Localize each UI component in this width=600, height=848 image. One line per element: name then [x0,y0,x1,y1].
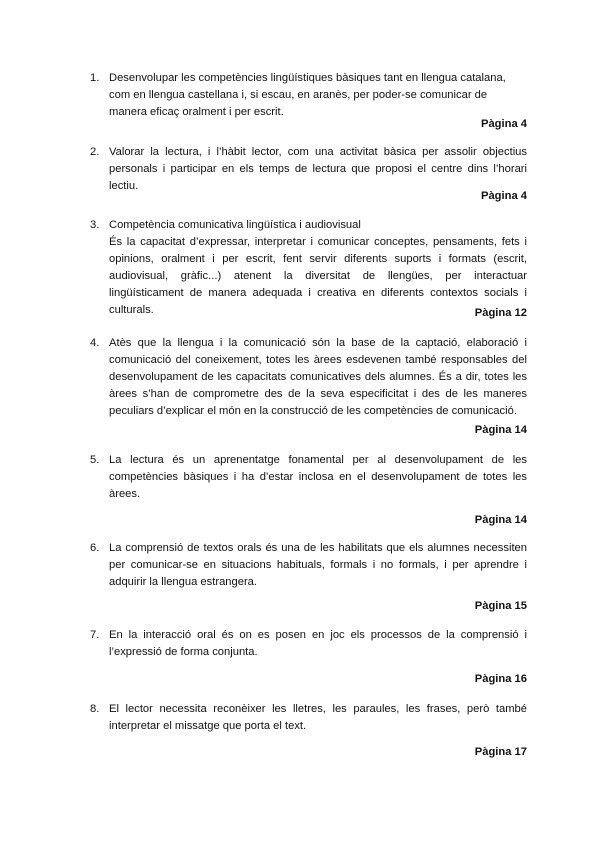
page-reference-3: Pàgina 12 [474,307,527,319]
item-number: 5. [90,454,100,466]
list-item-8 [90,701,527,735]
page-reference-1: Pàgina 4 [480,118,527,130]
item-number: 2. [90,146,100,158]
item-number: 6. [90,542,100,554]
item-number: 7. [90,629,100,641]
list-item-4 [90,335,527,420]
page-reference-7: Pàgina 16 [474,673,527,685]
item-text: En la interacció oral és on es posen en joc els processos de la comprensió i l’expressió de forma conjunta. [109,629,527,658]
item-text: Valorar la lectura, i l’hàbit lector, com una activitat bàsica per assolir objectius personals i participar en els temps de lectura que proposi el centre dins l’horari lectiu. [109,146,527,192]
item-text: La comprensió de textos orals és una de les habilitats que els alumnes necessiten per comunicar-se en situacions habituals, formals i no formals, i per aprendre i adquirir la llengua estrangera. [109,542,527,588]
item-number: 3. [90,219,100,231]
list-item-5 [90,452,527,503]
page-reference-8: Pàgina 17 [474,746,527,758]
list-item-7 [90,627,527,661]
item-text: El lector necessita reconèixer les lletres, les paraules, les frases, però també interpretar el missatge que porta el text. [109,703,527,732]
item-text: La lectura és un aprenentatge fonamental per al desenvolupament de les competències bàsiques i ha d’estar inclosa en el desenvolupament de totes les àrees. [109,454,527,500]
item-heading: Competència comunicativa lingüística i audiovisual [109,219,361,231]
item-text: Desenvolupar les competències lingüístiques bàsiques tant en llengua catalana, com en llengua castellana i, si escau, en aranès, per poder-se comunicar de manera eficaç oralment i per escrit. [109,72,506,118]
page-reference-6: Pàgina 15 [474,600,527,612]
item-number: 1. [90,72,100,84]
page-reference-5: Pàgina 14 [474,514,527,526]
page-reference-4: Pàgina 14 [474,424,527,436]
item-number: 8. [90,703,100,715]
list-item-1 [90,70,527,121]
list-item-2 [90,144,527,195]
item-number: 4. [90,337,100,349]
page-reference-2: Pàgina 4 [480,190,527,202]
item-text: Atès que la llengua i la comunicació són la base de la captació, elaboració i comunicació del coneixement, totes les àrees esdevenen també responsables del desenvolupament de les capacitats comunicatives dels alumnes. És a dir, totes les àrees s’han de comprometre des de la seva especificitat i des de les maneres peculiars d’explicar el món en la construcció de les competències de comunicació. [109,337,527,417]
item-text: És la capacitat d’expressar, interpretar i comunicar conceptes, pensaments, fets i opinions, oralment i per escrit, fent servir diferents suports i formats (escrit, audiovisual, gràfic...) atenent la diversitat de llengües, per interactuar lingüísticament de manera adequada i creativa en diferents contextos socials i culturals. [109,236,527,316]
list-item-6 [90,540,527,591]
list-item-3 [90,217,527,319]
